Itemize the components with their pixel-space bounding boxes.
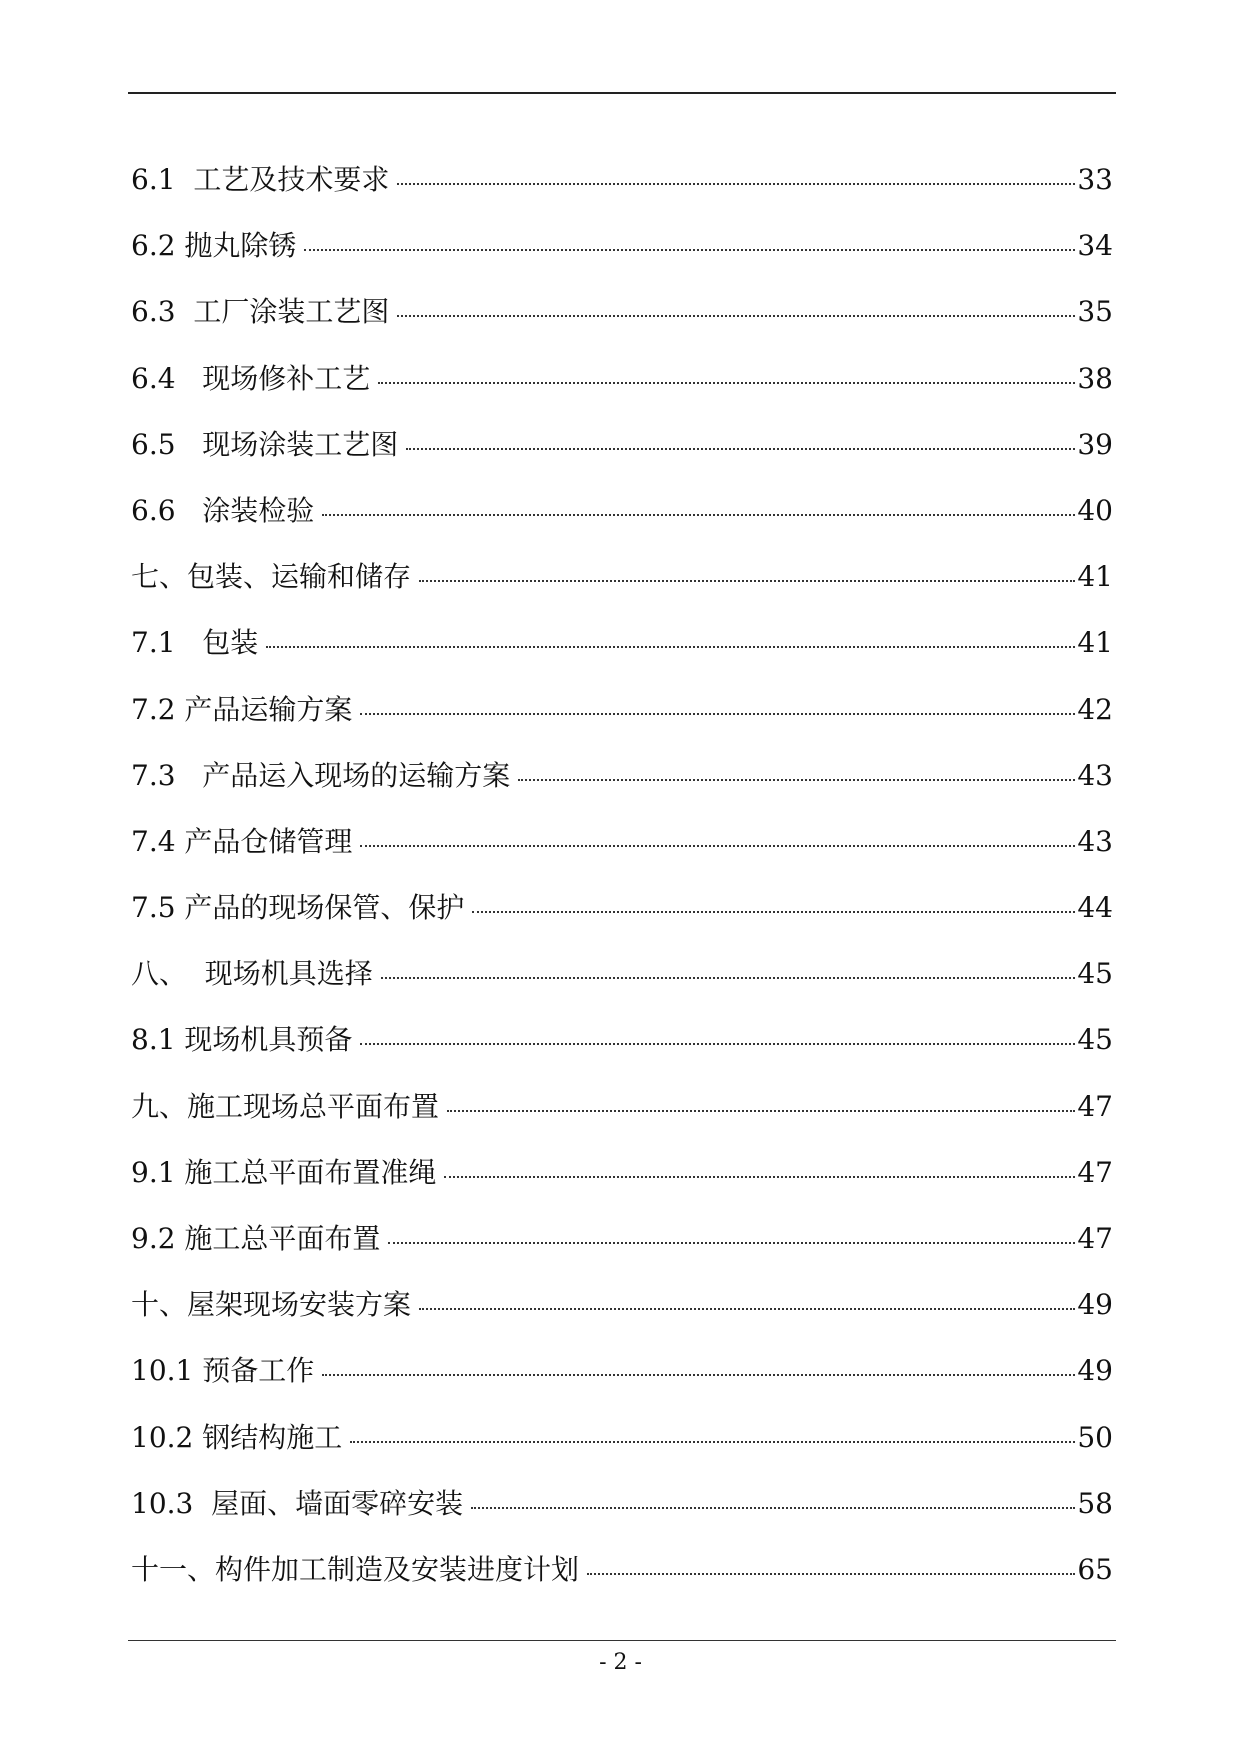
toc-entry[interactable] <box>131 888 1113 954</box>
toc-entry[interactable] <box>131 822 1113 888</box>
toc-entry-page-number: 42 <box>1077 692 1113 726</box>
toc-entry-page-number: 47 <box>1077 1089 1113 1123</box>
toc-dot-leader <box>587 1551 1075 1579</box>
toc-entry-page-number: 45 <box>1077 1023 1113 1057</box>
toc-dot-leader <box>518 757 1075 785</box>
toc-entry-title: 十一、构件加工制造及安装进度计划 <box>131 1552 580 1586</box>
toc-entry-title: 10.1 预备工作 <box>131 1354 315 1388</box>
toc-entry[interactable] <box>131 160 1113 226</box>
toc-entry[interactable] <box>131 1219 1113 1285</box>
toc-entry[interactable] <box>131 1484 1113 1550</box>
toc-entry-page-number: 49 <box>1077 1288 1113 1322</box>
toc-entry-title: 8.1 现场机具预备 <box>131 1023 353 1057</box>
toc-entry-title: 7.2 产品运输方案 <box>131 692 353 726</box>
toc-dot-leader <box>381 955 1076 983</box>
toc-dot-leader <box>266 624 1075 652</box>
toc-entry[interactable] <box>131 491 1113 557</box>
toc-dot-leader <box>447 1088 1075 1116</box>
toc-dot-leader <box>397 161 1075 189</box>
toc-entry[interactable] <box>131 756 1113 822</box>
toc-entry-title: 7.4 产品仓储管理 <box>131 824 353 858</box>
toc-entry-title: 九、施工现场总平面布置 <box>131 1089 440 1123</box>
toc-entry[interactable] <box>131 1087 1113 1153</box>
toc-dot-leader <box>350 1419 1075 1447</box>
toc-entry-page-number: 40 <box>1077 493 1113 527</box>
table-of-contents <box>131 160 1113 1616</box>
toc-entry[interactable] <box>131 292 1113 358</box>
toc-entry[interactable] <box>131 1153 1113 1219</box>
page-number: - 2 - <box>599 1650 642 1675</box>
toc-entry-title: 6.4 现场修补工艺 <box>131 361 371 395</box>
toc-dot-leader <box>406 426 1075 454</box>
toc-entry-title: 10.3 屋面、墙面零碎安装 <box>131 1486 464 1520</box>
toc-entry-page-number: 45 <box>1077 957 1113 991</box>
toc-entry-page-number: 35 <box>1077 295 1113 329</box>
toc-dot-leader <box>419 558 1075 586</box>
toc-dot-leader <box>419 1286 1075 1314</box>
toc-entry-title: 八、 现场机具选择 <box>131 957 373 991</box>
toc-entry-page-number: 47 <box>1077 1222 1113 1255</box>
toc-dot-leader <box>322 492 1075 520</box>
toc-dot-leader <box>378 360 1075 388</box>
toc-entry[interactable] <box>131 226 1113 292</box>
toc-entry-page-number: 44 <box>1077 891 1113 925</box>
toc-entry-page-number: 41 <box>1077 626 1113 660</box>
toc-entry-page-number: 47 <box>1077 1155 1113 1189</box>
toc-entry-title: 十、屋架现场安装方案 <box>131 1288 412 1322</box>
toc-entry[interactable] <box>131 359 1113 425</box>
toc-entry[interactable] <box>131 1020 1113 1086</box>
toc-dot-leader <box>444 1154 1075 1182</box>
toc-entry[interactable] <box>131 425 1113 491</box>
toc-dot-leader <box>471 1485 1075 1513</box>
toc-dot-leader <box>360 823 1075 851</box>
toc-dot-leader <box>472 889 1075 917</box>
toc-entry-page-number: 43 <box>1077 758 1113 792</box>
toc-dot-leader <box>388 1220 1075 1248</box>
toc-entry[interactable] <box>131 1418 1113 1484</box>
toc-entry-title: 7.3 产品运入现场的运输方案 <box>131 758 511 792</box>
toc-entry-page-number: 41 <box>1077 560 1113 594</box>
toc-entry-page-number: 50 <box>1077 1420 1113 1454</box>
toc-entry-title: 10.2 钢结构施工 <box>131 1420 343 1454</box>
toc-entry[interactable] <box>131 1351 1113 1417</box>
footer-rule <box>128 1640 1116 1641</box>
toc-dot-leader <box>360 1021 1075 1049</box>
toc-entry[interactable] <box>131 1550 1113 1616</box>
toc-dot-leader <box>304 227 1075 255</box>
toc-entry-title: 7.5 产品的现场保管、保护 <box>131 891 465 925</box>
header-rule <box>128 92 1116 94</box>
toc-entry[interactable] <box>131 1285 1113 1351</box>
toc-entry[interactable] <box>131 557 1113 623</box>
toc-entry-title: 7.1 包装 <box>131 626 259 660</box>
toc-entry-title: 6.5 现场涂装工艺图 <box>131 427 399 461</box>
toc-dot-leader <box>397 293 1075 321</box>
toc-entry-title: 9.1 施工总平面布置准绳 <box>131 1155 437 1189</box>
toc-entry[interactable] <box>131 954 1113 1020</box>
toc-entry-title: 6.3 工厂涂装工艺图 <box>131 295 390 329</box>
toc-entry-title: 9.2 施工总平面布置 <box>131 1222 381 1255</box>
toc-entry-page-number: 49 <box>1077 1354 1113 1388</box>
toc-entry-page-number: 58 <box>1077 1486 1113 1520</box>
toc-entry-page-number: 34 <box>1077 229 1113 263</box>
toc-entry-page-number: 43 <box>1077 824 1113 858</box>
toc-dot-leader <box>360 691 1075 719</box>
toc-entry-page-number: 33 <box>1077 163 1113 196</box>
toc-entry-page-number: 38 <box>1077 361 1113 395</box>
toc-entry[interactable] <box>131 623 1113 689</box>
toc-entry-page-number: 39 <box>1077 427 1113 461</box>
toc-entry-title: 6.6 涂装检验 <box>131 493 315 527</box>
toc-entry-title: 七、包装、运输和储存 <box>131 560 412 594</box>
toc-entry-title: 6.1 工艺及技术要求 <box>131 163 390 196</box>
toc-entry-page-number: 65 <box>1077 1552 1113 1586</box>
toc-entry-title: 6.2 抛丸除锈 <box>131 229 297 263</box>
toc-dot-leader <box>322 1352 1075 1380</box>
toc-entry[interactable] <box>131 690 1113 756</box>
